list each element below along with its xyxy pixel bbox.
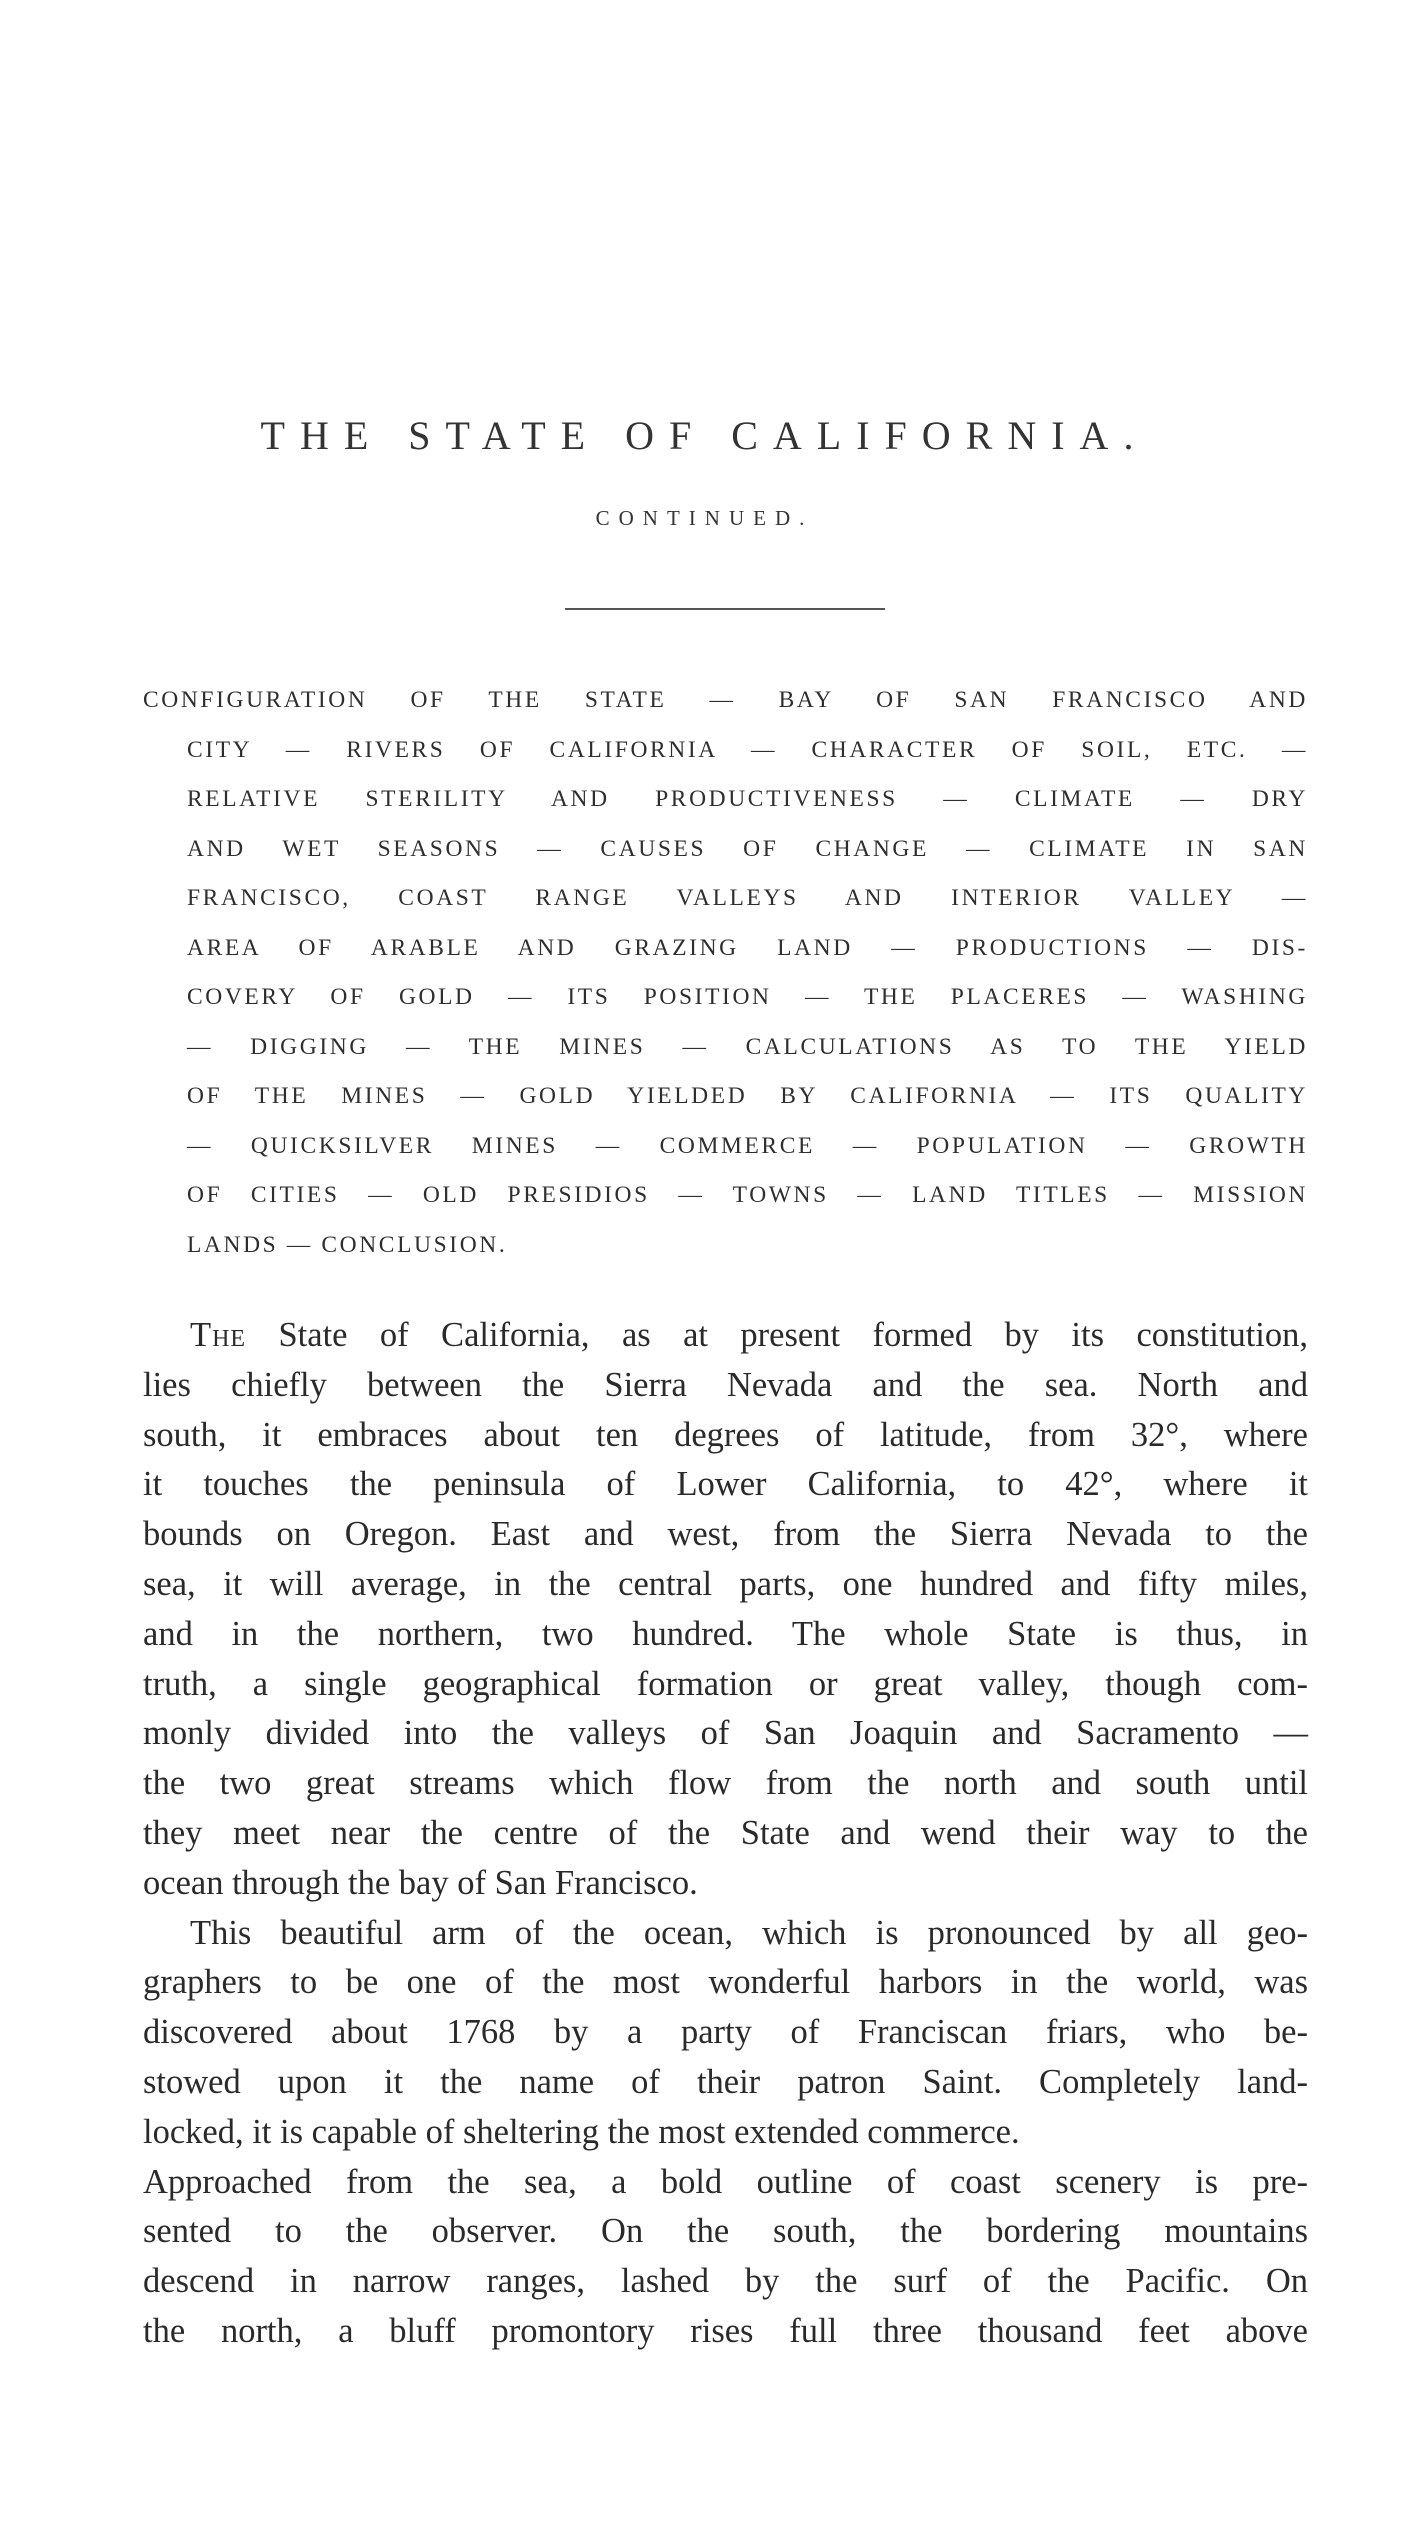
paragraph-line: south, it embraces about ten degrees of latitude, from 32°, where [143, 1415, 1308, 1454]
summary-line: AND WET SEASONS — CAUSES OF CHANGE — CLIMATE IN SAN [187, 835, 1308, 862]
paragraph-line: bounds on Oregon. East and west, from the Sierra Nevada to the [143, 1515, 1308, 1554]
paragraph-line: descend in narrow ranges, lashed by the surf of the Pacific. On [143, 2262, 1308, 2301]
chapter-summary [143, 676, 1308, 1270]
title-divider [565, 608, 885, 610]
summary-line: CITY — RIVERS OF CALIFORNIA — CHARACTER OF SOIL, ETC. — [187, 736, 1308, 763]
summary-line: AREA OF ARABLE AND GRAZING LAND — PRODUCTIONS — DIS- [187, 934, 1308, 961]
paragraph-line: the two great streams which flow from the north and south until [143, 1764, 1308, 1803]
paragraph-line: they meet near the centre of the State and wend their way to the [143, 1813, 1308, 1852]
paragraph-line: sea, it will average, in the central parts, one hundred and fifty miles, [143, 1564, 1308, 1603]
paragraph-1 [143, 1311, 1308, 1909]
paragraph-2 [143, 1909, 1308, 2357]
paragraph-line [143, 1311, 1308, 1361]
summary-line: COVERY OF GOLD — ITS POSITION — THE PLACERES — WASHING [187, 984, 1308, 1010]
summary-line: — QUICKSILVER MINES — COMMERCE — POPULATION — GROWTH [187, 1132, 1308, 1159]
summary-line: FRANCISCO, COAST RANGE VALLEYS AND INTERIOR VALLEY — [187, 885, 1308, 911]
summary-line: — DIGGING — THE MINES — CALCULATIONS AS TO THE YIELD [187, 1033, 1308, 1060]
paragraph-line: Approached from the sea, a bold outline of coast scenery is pre- [143, 2162, 1308, 2201]
paragraph-line: graphers to be one of the most wonderful harbors in the world, was [143, 1963, 1308, 2002]
paragraph-line-text: State of California, as at present formed by its constitution, [246, 1316, 1308, 1354]
summary-line: OF THE MINES — GOLD YIELDED BY CALIFORNIA — ITS QUALITY [187, 1083, 1308, 1109]
summary-line: RELATIVE STERILITY AND PRODUCTIVENESS — CLIMATE — DRY [187, 786, 1308, 812]
chapter-title: THE STATE OF CALIFORNIA. [260, 413, 1149, 458]
lead-word: The [190, 1316, 247, 1354]
summary-line: LANDS — CONCLUSION. [187, 1231, 508, 1258]
paragraph-line: locked, it is capable of sheltering the most extended commerce. [143, 2112, 1020, 2151]
paragraph-line: the north, a bluff promontory rises full three thousand feet above [143, 2311, 1308, 2350]
body-text [143, 1311, 1308, 2357]
paragraph-line: truth, a single geographical formation or great valley, though com- [143, 1664, 1308, 1703]
paragraph-line: This beautiful arm of the ocean, which is pronounced by all geo- [190, 1913, 1308, 1952]
chapter-subtitle: CONTINUED. [595, 506, 814, 530]
paragraph-line: it touches the peninsula of Lower California, to 42°, where it [143, 1465, 1308, 1504]
paragraph-line: ocean through the bay of San Francisco. [143, 1863, 698, 1902]
paragraph-line: sented to the observer. On the south, the bordering mountains [143, 2212, 1308, 2251]
summary-line: CONFIGURATION OF THE STATE — BAY OF SAN FRANCISCO AND [143, 687, 1308, 713]
paragraph-line: monly divided into the valleys of San Joaquin and Sacramento — [143, 1714, 1308, 1753]
paragraph-line: stowed upon it the name of their patron Saint. Completely land- [143, 2062, 1308, 2101]
summary-line: OF CITIES — OLD PRESIDIOS — TOWNS — LAND TITLES — MISSION [187, 1182, 1308, 1208]
paragraph-line: and in the northern, two hundred. The whole State is thus, in [143, 1614, 1308, 1653]
paragraph-line: lies chiefly between the Sierra Nevada and the sea. North and [143, 1365, 1308, 1404]
paragraph-line: discovered about 1768 by a party of Franciscan friars, who be- [143, 2013, 1308, 2052]
